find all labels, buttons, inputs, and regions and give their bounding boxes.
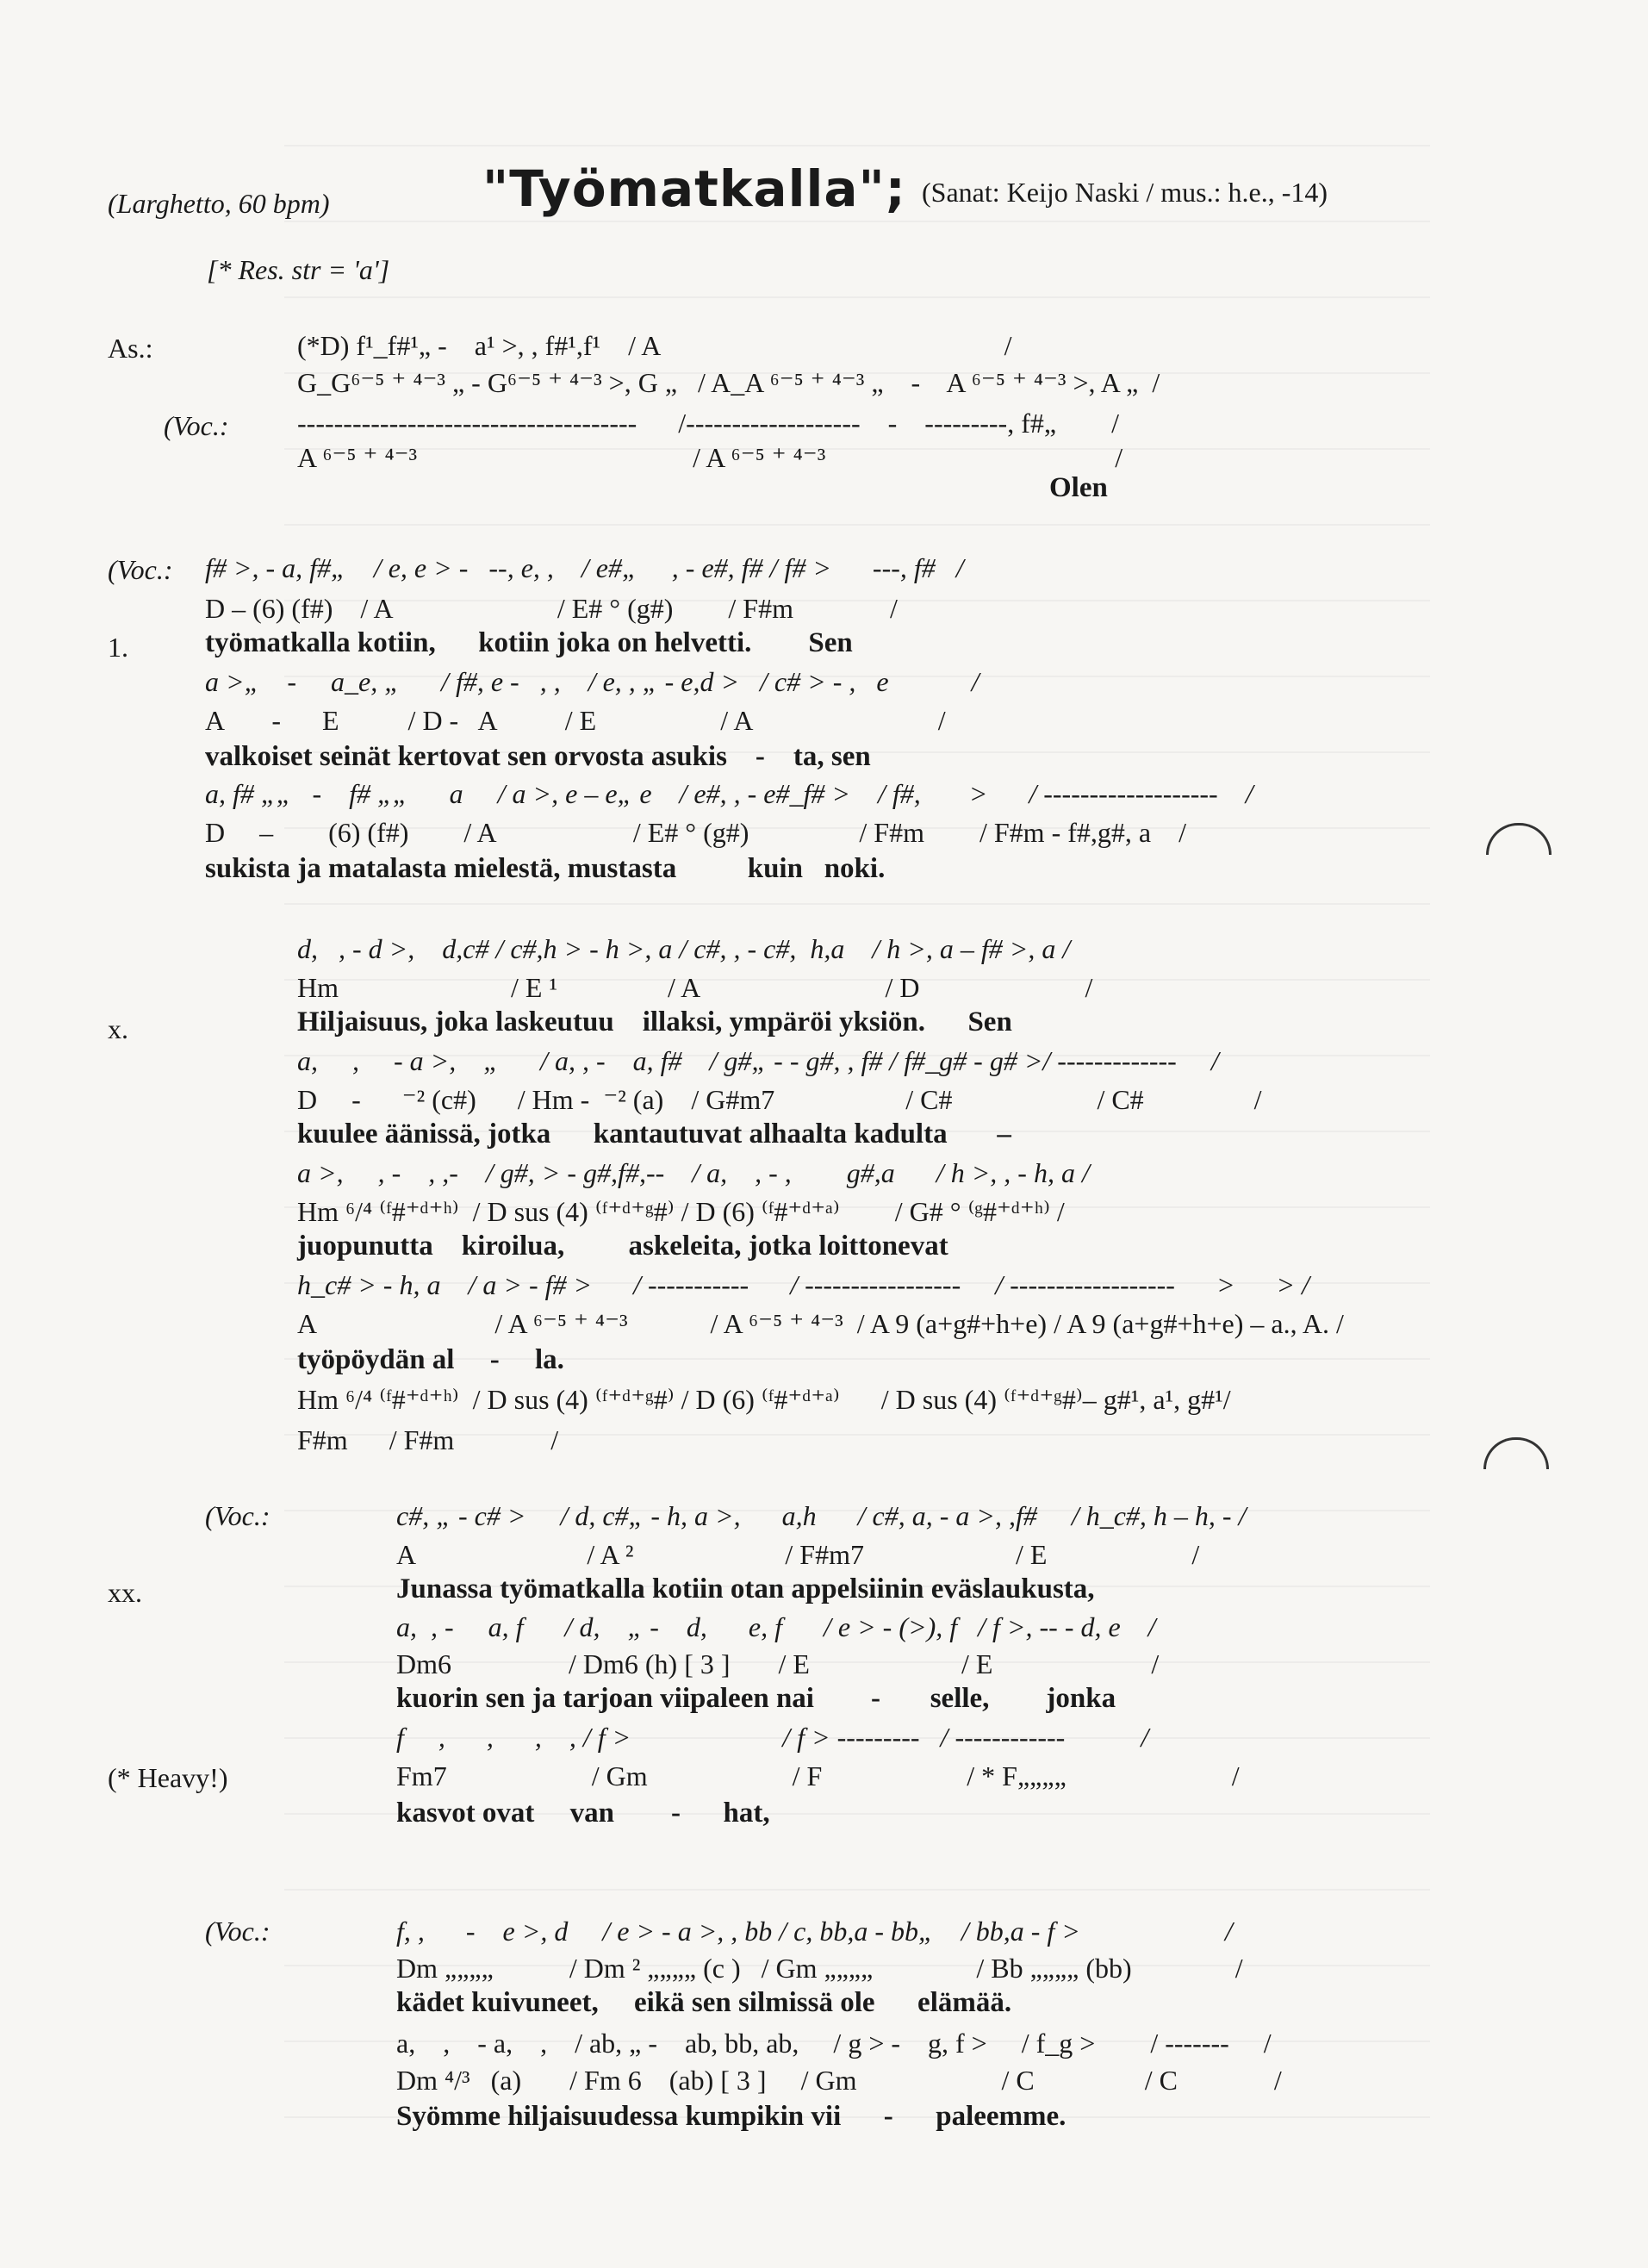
vocal-line: f# >, - a, f#„ / e, e > - --, e, , / e#„ , - e#, f# / f# > ---, f# / bbox=[205, 552, 964, 583]
label-voc: (Voc.: bbox=[164, 410, 229, 441]
label-as: As.: bbox=[108, 333, 153, 364]
lyric-pickup: Olen bbox=[1049, 472, 1108, 503]
vocal-line: a, , - a, , / ab, „ - ab, bb, ab, / g > - g, f > / f_g > / ------- / bbox=[396, 2028, 1272, 2059]
vocal-line: h_c# > - h, a / a > - f# > / ----------- / ----------------- / ------------------ > > / bbox=[297, 1269, 1310, 1300]
chord-line: Dm ⁴/³ (a) / Fm 6 (ab) [ 3 ] / Gm / C / C / bbox=[396, 2065, 1282, 2096]
lyric-line: työmatkalla kotiin, kotiin joka on helvetti. Sen bbox=[205, 627, 853, 658]
lyric-line: kasvot ovat van - hat, bbox=[396, 1798, 770, 1829]
punch-hole-mark bbox=[1483, 1437, 1549, 1469]
lyric-line: valkoiset seinät kertovat sen orvosta asukis - ta, sen bbox=[205, 741, 871, 772]
vocal-line: a, , - a, f / d, „ - d, e, f / e > - (>), f / f >, -- - d, e / bbox=[396, 1611, 1156, 1642]
lyric-line: Junassa työmatkalla kotiin otan appelsiinin eväslaukusta, bbox=[396, 1573, 1095, 1604]
chord-line: D – (6) (f#) / A / E# ° (g#) / F#m / F#m - f#,g#, a / bbox=[205, 817, 1186, 848]
punch-hole-mark bbox=[1486, 823, 1552, 855]
label-heavy: (* Heavy!) bbox=[108, 1762, 228, 1793]
tempo-marking: (Larghetto, 60 bpm) bbox=[108, 188, 330, 219]
label-verse-1: 1. bbox=[108, 632, 128, 663]
label-voc: (Voc.: bbox=[108, 554, 173, 585]
lyric-line: juopunutta kiroilua, askeleita, jotka loittonevat bbox=[297, 1231, 948, 1262]
song-title: "Työmatkalla"; bbox=[482, 159, 906, 218]
chord-line: D - ⁻² (c#) / Hm - ⁻² (a) / G#m7 / C# / C# / bbox=[297, 1084, 1262, 1115]
label-voc: (Voc.: bbox=[205, 1916, 271, 1947]
chord-line: Hm / E ¹ / A / D / bbox=[297, 972, 1093, 1003]
chord-line: Hm ⁶/⁴ ⁽ᶠ#⁺ᵈ⁺ʰ⁾ / D sus (4) ⁽ᶠ⁺ᵈ⁺ᵍ#⁾ / D (6) ⁽ᶠ#⁺ᵈ⁺ᵃ⁾ / G# ° ⁽ᵍ#⁺ᵈ⁺ʰ⁾ / bbox=[297, 1196, 1065, 1227]
res-note: [* Res. str = 'a'] bbox=[207, 254, 390, 285]
intro-line: G_G⁶⁻⁵ ⁺ ⁴⁻³ „ - G⁶⁻⁵ ⁺ ⁴⁻³ >, G „ / A_A ⁶⁻⁵ ⁺ ⁴⁻³ „ - A ⁶⁻⁵ ⁺ ⁴⁻³ >, A „ / bbox=[297, 367, 1160, 398]
label-section-xx: xx. bbox=[108, 1577, 142, 1608]
chord-line: A - E / D - A / E / A / bbox=[205, 705, 946, 736]
lyric-line: kuulee äänissä, jotka kantautuvat alhaalta kadulta – bbox=[297, 1118, 1011, 1150]
chord-line: Dm „„„„ / Dm ² „„„„ (c ) / Gm „„„„ / Bb „„„„ (bb) / bbox=[396, 1953, 1243, 1984]
chord-line: A / A ⁶⁻⁵ ⁺ ⁴⁻³ / A ⁶⁻⁵ ⁺ ⁴⁻³ / A 9 (a+g#+h+e) / A 9 (a+g#+h+e) – a., A. / bbox=[297, 1308, 1344, 1339]
vocal-line: a >„ - a_e, „ / f#, e - , , / e, , „ - e,d > / c# > - , e / bbox=[205, 666, 979, 697]
chord-line: D – (6) (f#) / A / E# ° (g#) / F#m / bbox=[205, 593, 898, 624]
lyric-line: kädet kuivuneet, eikä sen silmissä ole elämää. bbox=[396, 1987, 1012, 2018]
lyric-line: sukista ja matalasta mielestä, mustasta kuin noki. bbox=[205, 853, 886, 884]
lyric-line: kuorin sen ja tarjoan viipaleen nai - selle, jonka bbox=[396, 1683, 1116, 1714]
lyric-line: Syömme hiljaisuudessa kumpikin vii - paleemme. bbox=[396, 2101, 1067, 2132]
vocal-line: c#, „ - c# > / d, c#„ - h, a >, a,h / c#, a, - a >, ,f# / h_c#, h – h, - / bbox=[396, 1500, 1247, 1531]
vocal-line: a >, , - , ,- / g#, > - g#,f#,-- / a, , - , g#,a / h >, , - h, a / bbox=[297, 1157, 1090, 1188]
chord-line: F#m / F#m / bbox=[297, 1424, 559, 1455]
vocal-line: a, , - a >, „ / a, , - a, f# / g#„ - - g#, , f# / f#_g# - g# >/ ------------- / bbox=[297, 1045, 1219, 1076]
chord-line: Hm ⁶/⁴ ⁽ᶠ#⁺ᵈ⁺ʰ⁾ / D sus (4) ⁽ᶠ⁺ᵈ⁺ᵍ#⁾ / D (6) ⁽ᶠ#⁺ᵈ⁺ᵃ⁾ / D sus (4) ⁽ᶠ⁺ᵈ⁺ᵍ#⁾– g#¹, a¹, g#¹/ bbox=[297, 1384, 1231, 1415]
vocal-line: f, , - e >, d / e > - a >, , bb / c, bb,a - bb„ / bb,a - f > / bbox=[396, 1916, 1233, 1947]
vocal-line: d, , - d >, d,c# / c#,h > - h >, a / c#, , - c#, h,a / h >, a – f# >, a / bbox=[297, 933, 1071, 964]
chord-line: A / A ² / F#m7 / E / bbox=[396, 1539, 1200, 1570]
intro-line: A ⁶⁻⁵ ⁺ ⁴⁻³ / A ⁶⁻⁵ ⁺ ⁴⁻³ / bbox=[297, 442, 1123, 473]
label-section-x: x. bbox=[108, 1013, 128, 1044]
label-voc: (Voc.: bbox=[205, 1500, 271, 1531]
chord-line: Dm6 / Dm6 (h) [ 3 ] / E / E / bbox=[396, 1648, 1160, 1679]
intro-line: ------------------------------------- /------------------- - ---------, f#„ / bbox=[297, 408, 1119, 439]
vocal-line: a, f# „„ - f# „„ a / a >, e – e„ e / e#, , - e#_f# > / f#, > / ------------------- / bbox=[205, 778, 1253, 809]
lyric-line: työpöydän al - la. bbox=[297, 1344, 564, 1375]
intro-line: (*D) f¹_f#¹„ - a¹ >, , f#¹,f¹ / A / bbox=[297, 330, 1012, 361]
chord-line: Fm7 / Gm / F / * F„„„„ / bbox=[396, 1760, 1240, 1791]
vocal-line: f , , , , / f > / f > --------- / ------------ / bbox=[396, 1722, 1149, 1753]
credits: (Sanat: Keijo Naski / mus.: h.e., -14) bbox=[922, 177, 1328, 208]
lyric-line: Hiljaisuus, joka laskeutuu illaksi, ympäröi yksiön. Sen bbox=[297, 1006, 1012, 1037]
